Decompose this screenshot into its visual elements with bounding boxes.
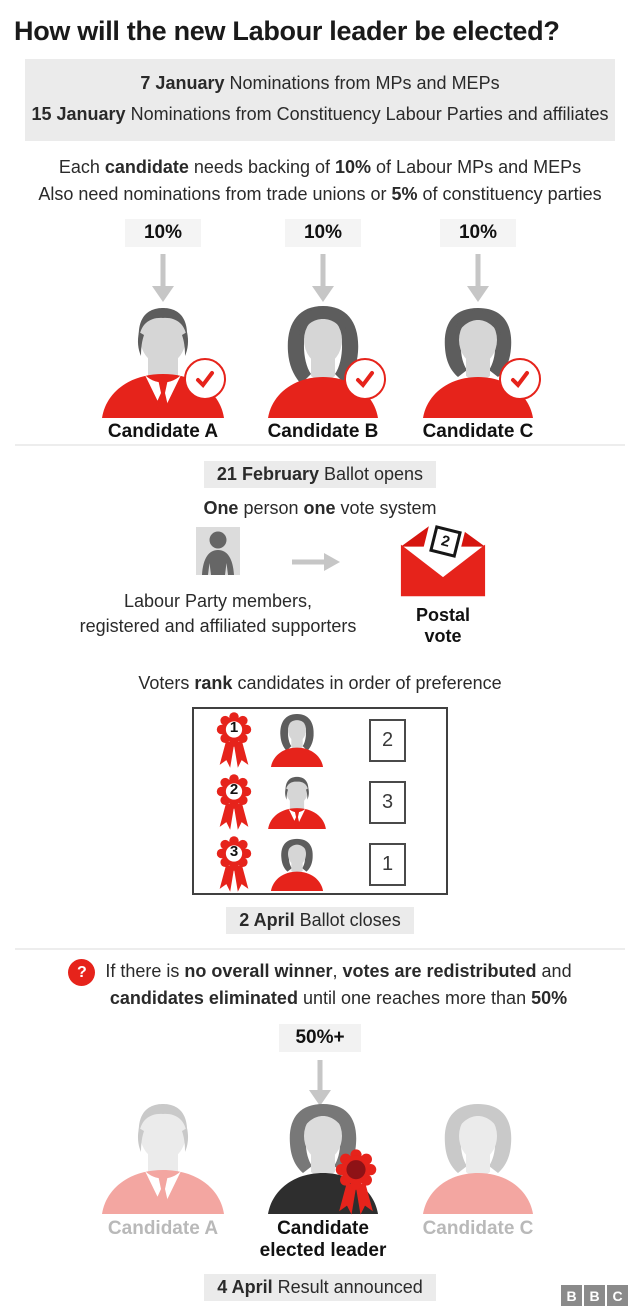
section-divider (15, 948, 625, 950)
rosette-number: 1 (229, 719, 239, 736)
question-mark-icon: ? (68, 959, 95, 986)
female-avatar-icon (266, 713, 328, 767)
result-row (0, 1100, 640, 1260)
candidate-c-faded-avatar (413, 1100, 543, 1214)
ballot-closes-banner: 2 April Ballot closes (226, 907, 413, 934)
percent-badge-c: 10% (440, 219, 516, 247)
male-avatar-icon (266, 775, 328, 829)
page-title: How will the new Labour leader be elected? (14, 16, 560, 46)
candidate-a-column (88, 219, 238, 443)
winner-rosette-icon (330, 1146, 382, 1218)
nomination-date-line-1: 7 January Nominations from MPs and MEPs (140, 73, 500, 93)
preference-box-2: 3 (369, 781, 406, 824)
requirements-line-2: Also need nominations from trade unions or 5% of constituency parties (38, 184, 602, 204)
rosette-icon-1 (212, 709, 256, 771)
candidate-b-label: Candidate B (267, 421, 379, 442)
voters-description (40, 589, 396, 639)
bbc-logo-letter: B (561, 1285, 582, 1306)
candidate-a-label: Candidate A (107, 421, 219, 442)
runoff-line-1: If there is no overall winner, votes are redistributed and (105, 961, 572, 981)
elected-leader-avatar (258, 1100, 388, 1214)
requirements-text (0, 154, 640, 208)
voting-process-row (0, 527, 640, 647)
checkmark-icon (184, 358, 226, 400)
vote-system-text: One person one vote system (203, 498, 437, 518)
runoff-explanation (0, 958, 640, 1012)
postal-vote-block (395, 519, 491, 647)
female-avatar-icon (413, 1100, 543, 1214)
result-candidate-a-label: Candidate A (107, 1218, 219, 1239)
result-candidate-c-label: Candidate C (422, 1218, 534, 1239)
rosette-number: 2 (229, 781, 239, 798)
elected-leader-label (260, 1218, 387, 1262)
down-arrow-icon (312, 254, 334, 302)
voters-line-1: Labour Party members, (123, 591, 313, 611)
candidate-c-label: Candidate C (422, 421, 534, 442)
result-announced-banner: 4 April Result announced (204, 1274, 435, 1301)
ranking-caption: Voters rank candidates in order of preference (138, 673, 502, 693)
result-candidate-a-column (88, 1100, 238, 1240)
person-icon (196, 527, 240, 575)
candidate-b-column (248, 219, 398, 443)
ballot-row-1 (194, 709, 446, 771)
candidate-c-avatar (413, 304, 543, 418)
threshold-badge: 50%+ (279, 1024, 360, 1052)
percent-badge-a: 10% (125, 219, 201, 247)
female-avatar-icon (266, 837, 328, 891)
bbc-logo-letter: C (607, 1285, 628, 1306)
checkmark-icon (499, 358, 541, 400)
rosette-icon-2 (212, 771, 256, 833)
down-arrow-icon (467, 254, 489, 302)
ballot-paper-box (192, 707, 448, 895)
result-candidate-c-column (403, 1100, 553, 1240)
ballot-opens-banner: 21 February Ballot opens (204, 461, 436, 488)
runoff-text (105, 958, 571, 1012)
bbc-logo (561, 1285, 628, 1306)
requirements-line-1: Each candidate needs backing of 10% of Labour MPs and MEPs (58, 157, 582, 177)
candidate-a-faded-avatar (98, 1100, 228, 1214)
preference-box-1: 2 (369, 719, 406, 762)
candidate-b-avatar (258, 304, 388, 418)
candidate-a-avatar (98, 304, 228, 418)
rosette-icon-3 (212, 833, 256, 895)
right-arrow-icon (292, 553, 340, 571)
voters-line-2: registered and affiliated supporters (79, 616, 357, 636)
nomination-date-line-2: 15 January Nominations from Constituency Labour Parties and affiliates (31, 104, 609, 124)
down-arrow-icon (152, 254, 174, 302)
elected-leader-label-line-2: elected leader (259, 1240, 387, 1261)
runoff-line-2: candidates eliminated until one reaches more than 50% (109, 988, 568, 1008)
elected-leader-column (248, 1100, 398, 1262)
envelope-icon (399, 519, 487, 599)
nomination-dates-banner (25, 59, 615, 141)
voters-block (40, 527, 396, 639)
ballot-row-3 (194, 833, 446, 895)
percent-badge-b: 10% (285, 219, 361, 247)
candidate-c-column (403, 219, 553, 443)
section-divider (15, 444, 625, 446)
preference-box-3: 1 (369, 843, 406, 886)
male-avatar-icon (98, 1100, 228, 1214)
postal-vote-label: Postal vote (415, 605, 471, 646)
ballot-row-2 (194, 771, 446, 833)
elected-leader-label-line-1: Candidate (277, 1218, 369, 1239)
ballot-paper-mark: 2 (429, 525, 462, 558)
checkmark-icon (344, 358, 386, 400)
rosette-number: 3 (229, 843, 239, 860)
bbc-logo-letter: B (584, 1285, 605, 1306)
nomination-candidates-row (0, 219, 640, 442)
